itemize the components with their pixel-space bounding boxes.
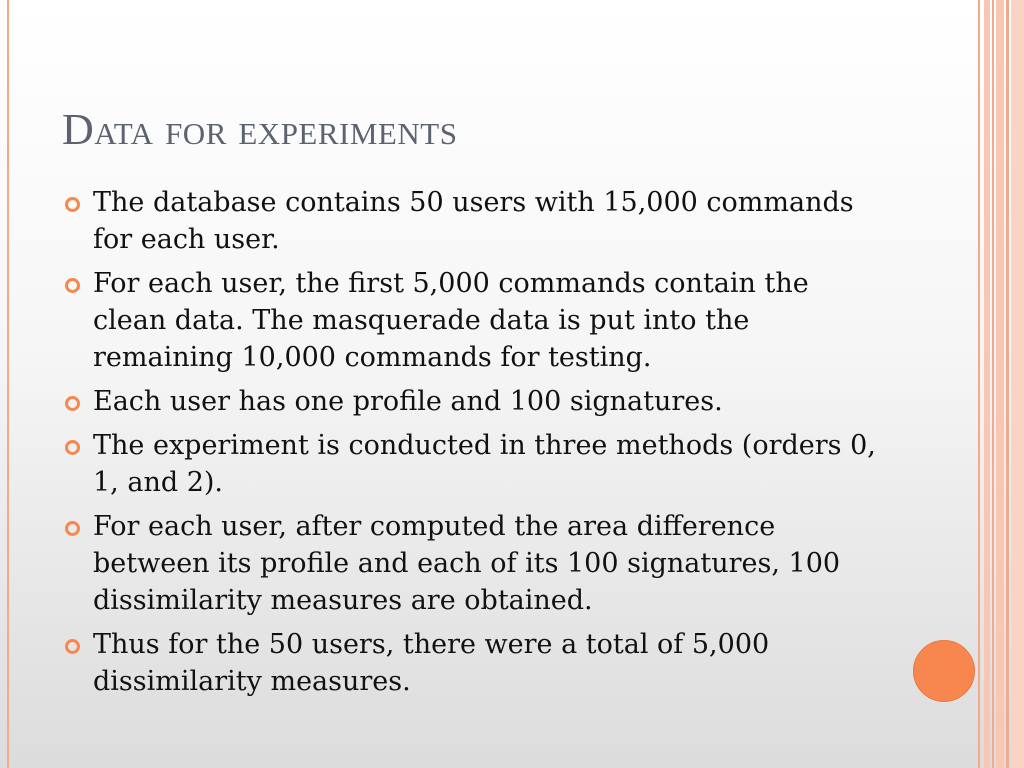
bullet-text: For each user, the first 5,000 commands contain the clean data. The masquerade data is put into the remaining 10,000 commands for testing. <box>93 268 809 373</box>
right-decorative-stripes <box>978 0 1024 768</box>
stripe <box>978 0 980 768</box>
bullet-item <box>62 265 882 376</box>
ring-bullet-icon <box>65 278 80 293</box>
bullet-item <box>62 508 882 619</box>
orange-circle-icon <box>913 640 975 702</box>
bullet-item <box>62 626 882 700</box>
bullet-text: Each user has one profile and 100 signatures. <box>93 386 723 417</box>
bullet-text: Thus for the 50 users, there were a total of 5,000 dissimilarity measures. <box>93 629 770 697</box>
bullet-list <box>62 184 882 707</box>
stripe <box>996 0 1004 768</box>
slide-title: Data for experiments <box>62 105 458 154</box>
bullet-text: For each user, after computed the area difference between its profile and each of its 100 signatures, 100 dissimilarity measures are obtained. <box>93 511 841 616</box>
bullet-text: The database contains 50 users with 15,000 commands for each user. <box>93 187 854 255</box>
stripe <box>1006 0 1009 768</box>
ring-bullet-icon <box>65 197 80 212</box>
bullet-item <box>62 427 882 501</box>
ring-bullet-icon <box>65 521 80 536</box>
bullet-text: The experiment is conducted in three methods (orders 0, 1, and 2). <box>93 430 876 498</box>
stripe <box>992 0 994 768</box>
ring-bullet-icon <box>65 396 80 411</box>
stripe <box>984 0 990 768</box>
bullet-item <box>62 184 882 258</box>
bullet-item <box>62 383 882 420</box>
ring-bullet-icon <box>65 440 80 455</box>
ring-bullet-icon <box>65 639 80 654</box>
left-accent-line <box>7 0 9 768</box>
stripe <box>1011 0 1024 768</box>
